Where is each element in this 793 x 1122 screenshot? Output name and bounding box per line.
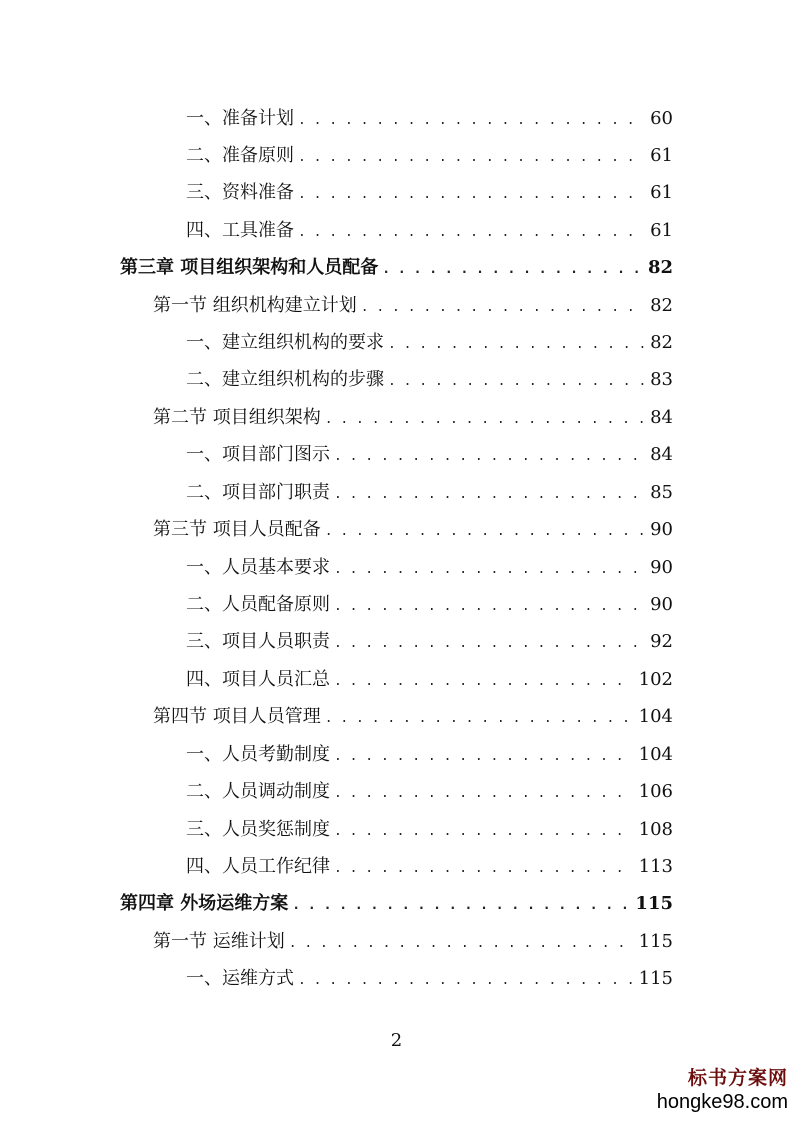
toc-entry-title: 第四节 项目人员管理 (153, 706, 321, 727)
toc-entry-page: 113 (638, 856, 673, 877)
toc-dot-leader (298, 180, 644, 210)
toc-entry-title: 一、人员基本要求 (186, 557, 330, 578)
toc-entry-page: 106 (638, 781, 673, 802)
toc-entry[interactable] (186, 815, 673, 845)
toc-entry[interactable] (186, 141, 673, 171)
toc-entry-page: 102 (638, 669, 673, 690)
toc-dot-leader (298, 218, 644, 248)
toc-entry-title: 第四章 外场运维方案 (120, 893, 289, 914)
toc-entry[interactable] (186, 852, 673, 882)
toc-entry-title: 二、建立组织机构的步骤 (186, 369, 384, 390)
toc-entry-title: 第二节 项目组织架构 (153, 407, 321, 428)
toc-dot-leader (334, 592, 644, 622)
toc-entry-title: 二、人员调动制度 (186, 781, 330, 802)
toc-entry-title: 二、人员配备原则 (186, 594, 330, 615)
toc-entry-page: 90 (650, 594, 673, 615)
toc-entry-page: 115 (638, 968, 673, 989)
toc-dot-leader (334, 779, 633, 809)
site-watermark (648, 1066, 788, 1114)
toc-entry-page: 84 (650, 407, 673, 428)
toc-section-entry[interactable] (153, 515, 673, 545)
toc-entry[interactable] (186, 777, 673, 807)
toc-entry-page: 82 (647, 257, 673, 278)
toc-entry[interactable] (186, 365, 673, 395)
toc-entry-page: 115 (635, 893, 673, 914)
toc-dot-leader (334, 854, 633, 884)
toc-entry-title: 二、项目部门职责 (186, 482, 330, 503)
toc-entry[interactable] (186, 627, 673, 657)
toc-entry-title: 三、资料准备 (186, 182, 294, 203)
toc-dot-leader (334, 742, 633, 772)
toc-dot-leader (334, 817, 633, 847)
toc-entry-page: 83 (650, 369, 673, 390)
toc-dot-leader (388, 367, 644, 397)
toc-entry-title: 四、工具准备 (186, 220, 294, 241)
toc-dot-leader (325, 405, 644, 435)
toc-entry[interactable] (186, 665, 673, 695)
toc-entry-title: 三、人员奖惩制度 (186, 819, 330, 840)
toc-chapter-entry[interactable] (120, 253, 673, 283)
toc-entry[interactable] (186, 553, 673, 583)
toc-entry[interactable] (186, 740, 673, 770)
toc-dot-leader (334, 480, 644, 510)
toc-dot-leader (292, 891, 629, 921)
toc-entry-title: 四、项目人员汇总 (186, 669, 330, 690)
toc-dot-leader (334, 442, 644, 472)
toc-dot-leader (334, 667, 633, 697)
toc-entry-page: 115 (638, 931, 673, 952)
toc-entry-page: 92 (650, 631, 673, 652)
toc-entry-title: 一、建立组织机构的要求 (186, 332, 384, 353)
toc-dot-leader (388, 330, 644, 360)
toc-entry-title: 第一节 运维计划 (153, 931, 285, 952)
toc-entry-title: 第三节 项目人员配备 (153, 519, 321, 540)
toc-dot-leader (298, 143, 644, 173)
toc-entry-page: 104 (638, 744, 673, 765)
page-number: 2 (390, 1030, 403, 1051)
toc-dot-leader (334, 629, 644, 659)
toc-entry-title: 四、人员工作纪律 (186, 856, 330, 877)
toc-entry-page: 90 (650, 519, 673, 540)
toc-entry-title: 第一节 组织机构建立计划 (153, 295, 357, 316)
toc-dot-leader (325, 517, 644, 547)
toc-entry[interactable] (186, 590, 673, 620)
toc-entry[interactable] (186, 104, 673, 134)
toc-entry-page: 104 (638, 706, 673, 727)
toc-entry-page: 82 (650, 295, 673, 316)
toc-dot-leader (298, 966, 633, 996)
toc-entry-page: 85 (650, 482, 673, 503)
toc-entry-page: 61 (650, 220, 673, 241)
toc-entry[interactable] (186, 964, 673, 994)
toc-section-entry[interactable] (153, 403, 673, 433)
toc-entry-page: 61 (650, 182, 673, 203)
watermark-site-name: 标书方案网 (687, 1067, 788, 1089)
toc-entry-title: 三、项目人员职责 (186, 631, 330, 652)
toc-entry-page: 84 (650, 444, 673, 465)
toc-entry-title: 第三章 项目组织架构和人员配备 (120, 257, 379, 278)
toc-section-entry[interactable] (153, 291, 673, 321)
toc-entry-title: 一、运维方式 (186, 968, 294, 989)
toc-entry-title: 二、准备原则 (186, 145, 294, 166)
toc-entry[interactable] (186, 328, 673, 358)
toc-dot-leader (325, 704, 633, 734)
toc-entry-page: 108 (638, 819, 673, 840)
toc-dot-leader (361, 293, 644, 323)
toc-entry-page: 61 (650, 145, 673, 166)
toc-entry-page: 90 (650, 557, 673, 578)
toc-entry-page: 60 (650, 108, 673, 129)
watermark-url: hongke98.com (656, 1091, 788, 1113)
toc-entry-title: 一、项目部门图示 (186, 444, 330, 465)
toc-dot-leader (334, 555, 644, 585)
toc-entry[interactable] (186, 478, 673, 508)
toc-entry-title: 一、准备计划 (186, 108, 294, 129)
toc-dot-leader (298, 106, 644, 136)
toc-entry-page: 82 (650, 332, 673, 353)
toc-chapter-entry[interactable] (120, 889, 673, 919)
toc-entry[interactable] (186, 178, 673, 208)
toc-dot-leader (382, 255, 642, 285)
toc-entry[interactable] (186, 216, 673, 246)
toc-section-entry[interactable] (153, 702, 673, 732)
toc-section-entry[interactable] (153, 927, 673, 957)
toc-entry-title: 一、人员考勤制度 (186, 744, 330, 765)
toc-dot-leader (289, 929, 633, 959)
toc-entry[interactable] (186, 440, 673, 470)
